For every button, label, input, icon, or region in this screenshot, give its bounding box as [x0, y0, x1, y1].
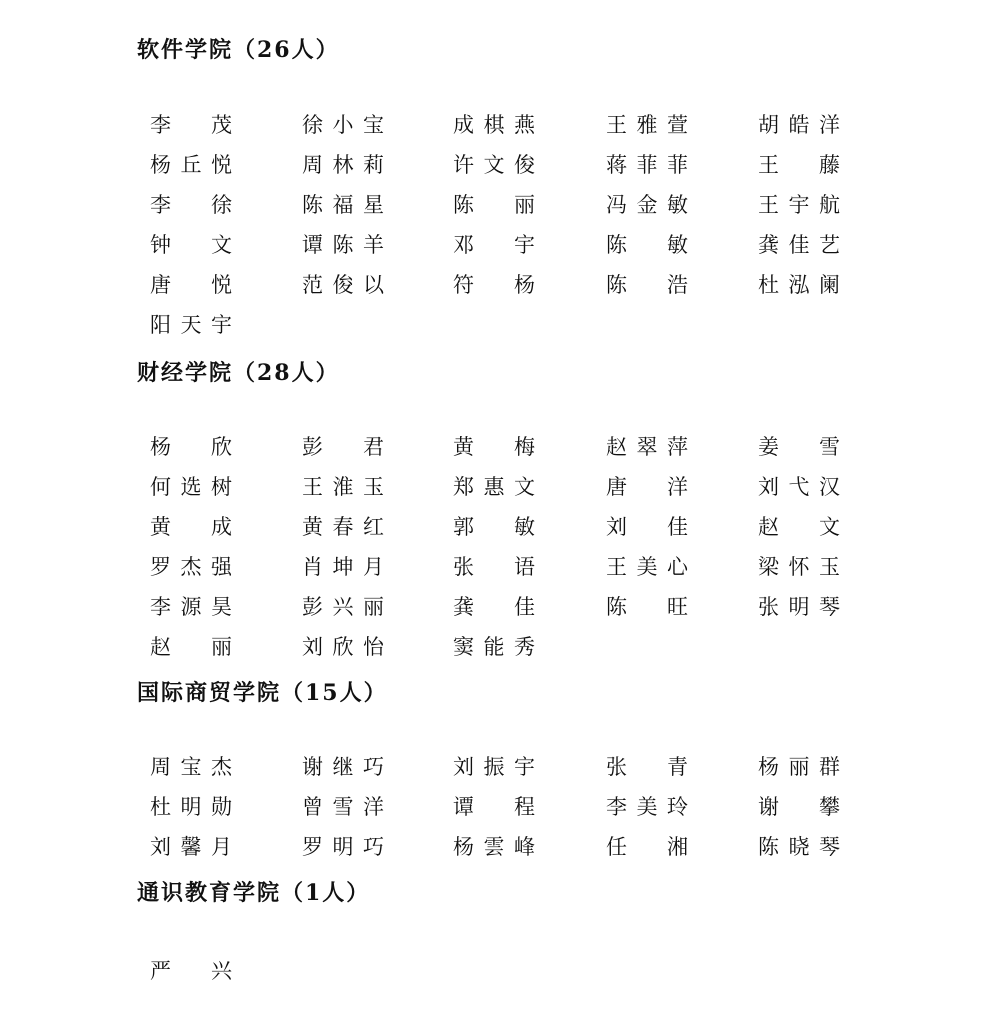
student-name: 徐 小 宝	[302, 113, 384, 137]
student-name: 张 青	[606, 755, 688, 779]
student-name: 刘 佳	[606, 515, 688, 539]
student-name: 唐 洋	[606, 475, 688, 499]
student-name: 王 藤	[758, 153, 840, 177]
student-name: 王 美 心	[606, 555, 688, 579]
section-title: 国际商贸学院（15人）	[137, 680, 388, 706]
student-name: 龚 佳	[453, 595, 535, 619]
section-title: 软件学院（26人）	[137, 37, 340, 63]
student-name: 刘 馨 月	[150, 835, 232, 859]
student-name: 黄 梅	[453, 435, 535, 459]
student-name: 胡 皓 洋	[758, 113, 840, 137]
student-name: 赵 丽	[150, 635, 232, 659]
student-name: 杨 雲 峰	[453, 835, 535, 859]
student-name: 蒋 菲 菲	[606, 153, 688, 177]
student-name: 肖 坤 月	[302, 555, 384, 579]
student-name: 杨 丽 群	[758, 755, 840, 779]
student-name: 刘 弋 汉	[758, 475, 840, 499]
student-name: 彭 君	[302, 435, 384, 459]
student-name: 梁 怀 玉	[758, 555, 840, 579]
student-name: 谢 攀	[758, 795, 840, 819]
student-name: 龚 佳 艺	[758, 233, 840, 257]
student-name: 陈 丽	[453, 193, 535, 217]
student-name: 刘 振 宇	[453, 755, 535, 779]
student-name: 罗 杰 强	[150, 555, 232, 579]
student-name: 谭 程	[453, 795, 535, 819]
student-name: 何 选 树	[150, 475, 232, 499]
student-name: 李 徐	[150, 193, 232, 217]
student-name: 邓 宇	[453, 233, 535, 257]
student-name: 彭 兴 丽	[302, 595, 384, 619]
student-name: 任 湘	[606, 835, 688, 859]
student-name: 成 棋 燕	[453, 113, 535, 137]
student-name: 张 语	[453, 555, 535, 579]
student-name: 郑 惠 文	[453, 475, 535, 499]
student-name: 杨 丘 悦	[150, 153, 232, 177]
student-name: 李 源 昊	[150, 595, 232, 619]
student-name: 陈 敏	[606, 233, 688, 257]
student-name: 杜 明 勋	[150, 795, 232, 819]
student-name: 罗 明 巧	[302, 835, 384, 859]
student-name: 谭 陈 羊	[302, 233, 384, 257]
student-name: 王 淮 玉	[302, 475, 384, 499]
student-name: 李 茂	[150, 113, 232, 137]
student-name: 唐 悦	[150, 273, 232, 297]
student-name: 陈 福 星	[302, 193, 384, 217]
student-name: 谢 继 巧	[302, 755, 384, 779]
student-name: 周 林 莉	[302, 153, 384, 177]
student-name: 许 文 俊	[453, 153, 535, 177]
student-name: 王 宇 航	[758, 193, 840, 217]
student-name: 黄 成	[150, 515, 232, 539]
student-name: 陈 晓 琴	[758, 835, 840, 859]
student-name: 钟 文	[150, 233, 232, 257]
student-name: 李 美 玲	[606, 795, 688, 819]
student-name: 杨 欣	[150, 435, 232, 459]
student-name: 符 杨	[453, 273, 535, 297]
student-name: 张 明 琴	[758, 595, 840, 619]
student-name: 周 宝 杰	[150, 755, 232, 779]
student-name: 窦 能 秀	[453, 635, 535, 659]
student-name: 郭 敏	[453, 515, 535, 539]
student-name: 冯 金 敏	[606, 193, 688, 217]
student-name: 范 俊 以	[302, 273, 384, 297]
student-name: 刘 欣 怡	[302, 635, 384, 659]
student-name: 严 兴	[150, 959, 232, 983]
student-name: 赵 文	[758, 515, 840, 539]
student-name: 曾 雪 洋	[302, 795, 384, 819]
student-name: 赵 翠 萍	[606, 435, 688, 459]
student-name: 姜 雪	[758, 435, 840, 459]
student-name: 黄 春 红	[302, 515, 384, 539]
student-name: 杜 泓 阑	[758, 273, 840, 297]
student-name: 陈 浩	[606, 273, 688, 297]
section-title: 财经学院（28人）	[137, 360, 340, 386]
section-title: 通识教育学院（1人）	[137, 880, 371, 906]
student-name: 阳 天 宇	[150, 313, 232, 337]
student-name: 王 雅 萱	[606, 113, 688, 137]
student-name: 陈 旺	[606, 595, 688, 619]
